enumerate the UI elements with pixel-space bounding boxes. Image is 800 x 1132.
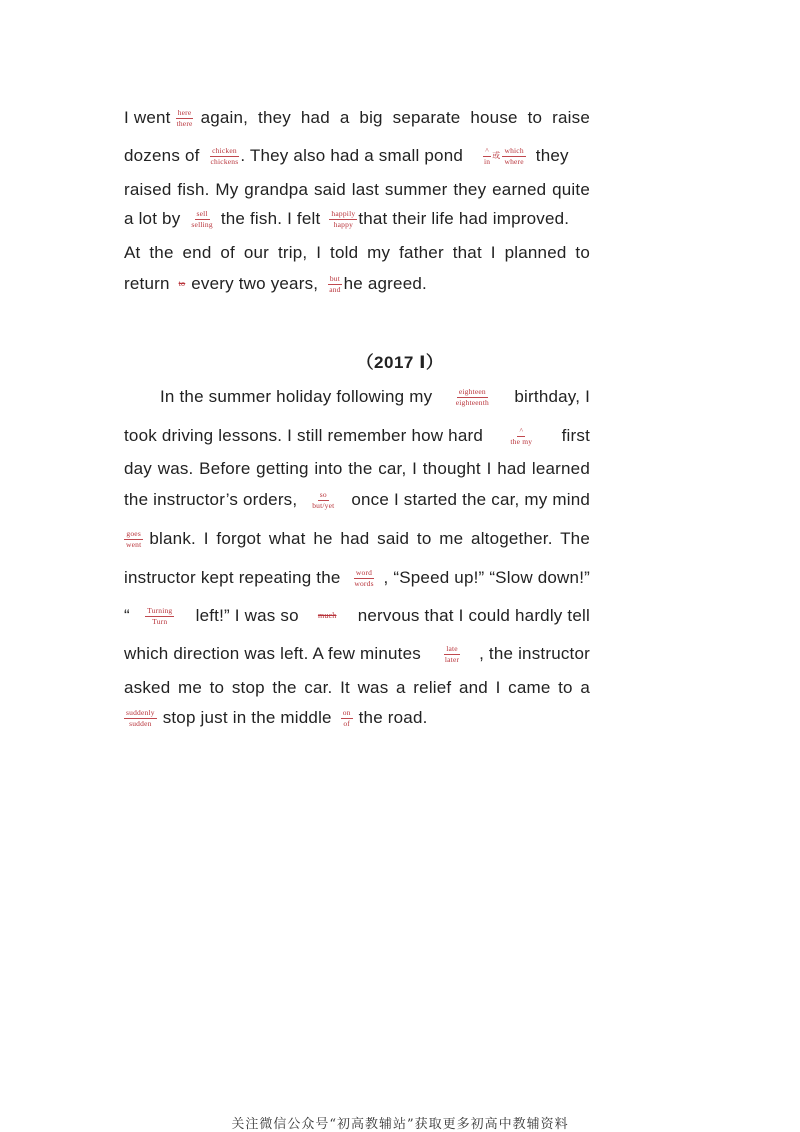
correction-right: went xyxy=(126,539,142,549)
text: dozens of xyxy=(124,146,200,165)
correction-mark xyxy=(454,388,491,407)
text: the road. xyxy=(358,708,428,727)
correction-wrong: happily xyxy=(331,208,356,218)
para2-line5 xyxy=(124,529,590,549)
para1-line4 xyxy=(124,209,590,229)
text: that their life had improved. xyxy=(358,209,570,228)
correction-mark xyxy=(124,530,143,549)
correction-wrong: word xyxy=(355,567,373,577)
para1-line3: raised fish. My grandpa said last summer they earned quite xyxy=(124,180,590,199)
correction-right: words xyxy=(354,578,374,588)
text: nervous that I could hardly tell xyxy=(357,606,590,625)
or-mark: 或 xyxy=(492,151,501,160)
correction-wrong: suddenly xyxy=(126,707,155,717)
caret-mark: ^ xyxy=(485,145,489,155)
correction-wrong: so xyxy=(319,489,327,499)
text: he agreed. xyxy=(343,274,427,293)
correction-mark xyxy=(508,427,534,446)
correction-right: eighteenth xyxy=(455,397,489,407)
correction-wrong: late xyxy=(446,643,458,653)
correction-right: there xyxy=(176,118,193,128)
correction-mark xyxy=(352,569,375,588)
correction-mark xyxy=(145,607,174,626)
text: blank. I forgot what he had said to me altogether. The xyxy=(149,529,590,548)
para1-line2 xyxy=(124,146,590,166)
para2-line2 xyxy=(124,426,590,446)
text: “ xyxy=(124,606,130,625)
correction-mark xyxy=(482,147,492,166)
text: the fish. I felt xyxy=(220,209,321,228)
text: took driving lessons. I still remember how hard xyxy=(124,426,483,445)
correction-wrong: eighteen xyxy=(458,386,486,396)
text: which direction was left. A few minutes xyxy=(124,644,421,663)
text: first xyxy=(561,426,590,445)
correction-right: Turn xyxy=(152,616,168,626)
text: instructor kept repeating the xyxy=(124,568,341,587)
deleted-word: to xyxy=(178,279,186,288)
correction-wrong: goes xyxy=(126,528,141,538)
text: left!” I was so xyxy=(195,606,299,625)
text: stop just in the middle xyxy=(162,708,332,727)
footer-note: 关注微信公众号“初高教辅站”获取更多初高中教辅资料 xyxy=(231,1117,569,1132)
para2-line6 xyxy=(124,568,590,588)
text: , the instructor xyxy=(479,644,590,663)
correction-mark xyxy=(209,147,241,166)
correction-mark xyxy=(502,147,525,166)
text: once I started the car, my mind xyxy=(351,490,590,509)
correction-wrong: on xyxy=(342,707,351,717)
deleted-word: much xyxy=(317,611,337,620)
correction-mark xyxy=(329,210,357,229)
correction-mark xyxy=(124,709,157,728)
caret-mark: ^ xyxy=(519,425,524,435)
correction-mark xyxy=(310,491,336,510)
correction-right: sudden xyxy=(129,718,152,728)
correction-right: where xyxy=(504,156,524,166)
text: return xyxy=(124,274,170,293)
correction-right: in xyxy=(484,156,491,166)
correction-mark xyxy=(189,210,214,229)
text: birthday, I xyxy=(514,387,590,406)
correction-mark xyxy=(443,645,461,664)
correction-wrong: Turning xyxy=(147,605,173,615)
text: I went xyxy=(124,108,171,127)
correction-wrong: sell xyxy=(196,208,208,218)
para2-line7 xyxy=(124,606,590,626)
para2-line4 xyxy=(124,490,590,510)
correction-wrong: but xyxy=(329,273,341,283)
correction-wrong: which xyxy=(504,145,524,155)
text: a lot by xyxy=(124,209,181,228)
text: , “Speed up!” “Slow down!” xyxy=(383,568,590,587)
para1-line5: At the end of our trip, I told my father that I planned to xyxy=(124,243,590,262)
para1-line6 xyxy=(124,274,590,294)
correction-mark xyxy=(175,109,195,128)
section-heading: （2017 Ⅰ） xyxy=(356,353,444,372)
text: . They also had a small pond xyxy=(240,146,464,165)
correction-right: selling xyxy=(191,219,213,229)
correction-right: chickens xyxy=(210,156,239,166)
text: they xyxy=(535,146,569,165)
correction-mark xyxy=(327,275,342,294)
text: the instructor’s orders, xyxy=(124,490,298,509)
para2-line1 xyxy=(160,387,590,407)
text: In the summer holiday following my xyxy=(160,387,433,406)
correction-wrong: chicken xyxy=(212,145,237,155)
text: again, they had a big separate house to raise xyxy=(200,108,590,127)
correction-right: but/yet xyxy=(312,500,335,510)
para2-line9: asked me to stop the car. It was a relief and I came to a xyxy=(124,678,590,697)
para1-line1 xyxy=(124,108,590,128)
correction-right: later xyxy=(444,654,460,664)
correction-right: happy xyxy=(333,219,354,229)
correction-right: the my xyxy=(510,436,533,446)
correction-wrong: here xyxy=(177,107,192,117)
correction-mark xyxy=(341,709,353,728)
para2-line3: day was. Before getting into the car, I thought I had learned xyxy=(124,459,590,478)
correction-right: of xyxy=(343,718,350,728)
correction-right: and xyxy=(329,284,341,294)
para2-line8 xyxy=(124,644,590,664)
para2-line10 xyxy=(124,708,590,728)
text: every two years, xyxy=(191,274,319,293)
